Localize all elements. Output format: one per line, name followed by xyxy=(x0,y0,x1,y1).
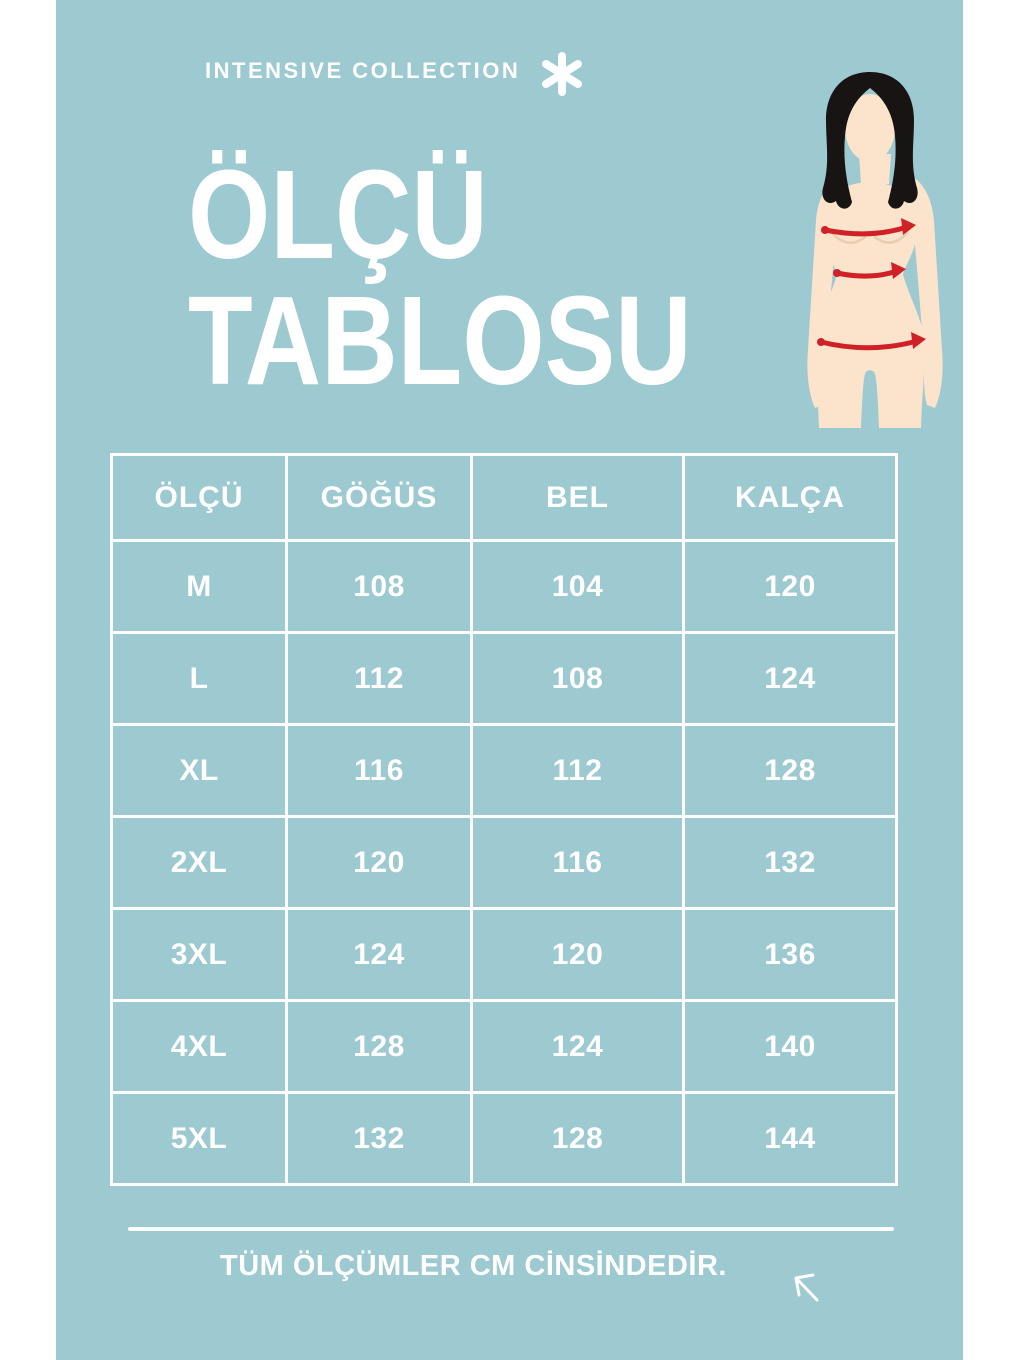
table-row xyxy=(112,817,897,909)
teal-panel xyxy=(56,0,963,1360)
cell-chest: 128 xyxy=(287,1001,472,1093)
cell-hip: 124 xyxy=(684,633,897,725)
cell-chest: 116 xyxy=(287,725,472,817)
table-row xyxy=(112,541,897,633)
cell-waist: 120 xyxy=(472,909,684,1001)
units-note: TÜM ÖLÇÜMLER CM CİNSİNDEDİR. xyxy=(220,1250,727,1282)
header-waist: BEL xyxy=(472,455,684,541)
cell-waist: 112 xyxy=(472,725,684,817)
cell-size: 2XL xyxy=(112,817,287,909)
header-chest: GÖĞÜS xyxy=(287,455,472,541)
title-line-1: ÖLÇÜ xyxy=(188,144,488,285)
table-row xyxy=(112,1093,897,1185)
header-hip: KALÇA xyxy=(684,455,897,541)
brand-label: INTENSIVE COLLECTION xyxy=(205,58,521,83)
cell-hip: 120 xyxy=(684,541,897,633)
cell-waist: 116 xyxy=(472,817,684,909)
cell-hip: 140 xyxy=(684,1001,897,1093)
woman-body-measurement-illustration xyxy=(785,58,963,428)
cell-size: 4XL xyxy=(112,1001,287,1093)
cell-size: XL xyxy=(112,725,287,817)
table-row xyxy=(112,1001,897,1093)
cell-hip: 144 xyxy=(684,1093,897,1185)
size-table-header-row xyxy=(112,455,897,541)
footer-divider-line xyxy=(128,1227,894,1231)
cell-waist: 124 xyxy=(472,1001,684,1093)
cell-hip: 136 xyxy=(684,909,897,1001)
cell-size: 3XL xyxy=(112,909,287,1001)
cell-hip: 132 xyxy=(684,817,897,909)
header-size: ÖLÇÜ xyxy=(112,455,287,541)
cell-waist: 104 xyxy=(472,541,684,633)
cell-hip: 128 xyxy=(684,725,897,817)
title-line-2: TABLOSU xyxy=(188,270,692,411)
size-table xyxy=(110,453,898,1186)
table-row xyxy=(112,633,897,725)
cell-size: M xyxy=(112,541,287,633)
cell-chest: 108 xyxy=(287,541,472,633)
cell-waist: 128 xyxy=(472,1093,684,1185)
cell-size: L xyxy=(112,633,287,725)
cell-chest: 120 xyxy=(287,817,472,909)
page-title xyxy=(188,144,692,411)
cell-waist: 108 xyxy=(472,633,684,725)
arrow-up-left-icon xyxy=(790,1270,824,1304)
cell-size: 5XL xyxy=(112,1093,287,1185)
table-row xyxy=(112,725,897,817)
cell-chest: 112 xyxy=(287,633,472,725)
asterisk-icon xyxy=(538,49,586,99)
cell-chest: 124 xyxy=(287,909,472,1001)
table-row xyxy=(112,909,897,1001)
cell-chest: 132 xyxy=(287,1093,472,1185)
